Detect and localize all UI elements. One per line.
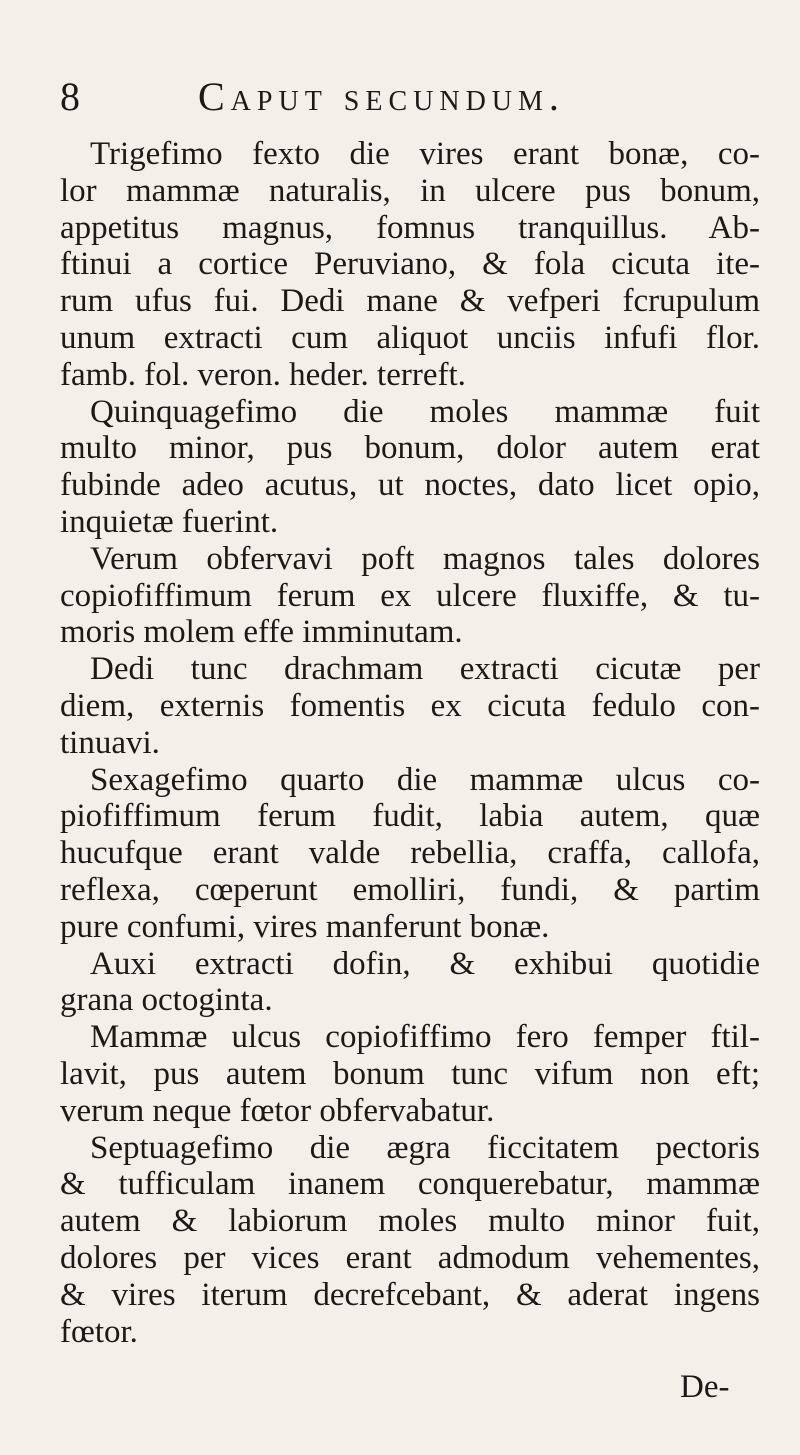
text-line: verum neque fœtor obfervabatur.	[60, 1092, 495, 1129]
text-line: copiofiffimum ferum ex ulcere fluxiffe, & tu-	[60, 577, 760, 614]
running-head: Caput secundum.	[198, 74, 565, 119]
text-line: diem, externis fomentis ex cicuta fedulo con-	[60, 687, 760, 724]
text-line: tinuavi.	[60, 724, 160, 761]
text-line: fubinde adeo acutus, ut noctes, dato licet opio,	[60, 467, 760, 504]
text-line: pure confumi, vires manferunt bonæ.	[60, 908, 550, 945]
text-line: piofiffimum ferum fudit, labia autem, quæ	[60, 798, 760, 835]
text-line: Dedi tunc drachmam extracti cicutæ per	[90, 651, 760, 688]
text-line: lor mammæ naturalis, in ulcere pus bonum,	[60, 172, 760, 209]
text-line: lavit, pus autem bonum tunc vifum non eft;	[60, 1055, 760, 1092]
text-line: multo minor, pus bonum, dolor autem erat	[60, 430, 760, 467]
text-line: hucufque erant valde rebellia, craffa, callofa,	[60, 835, 760, 872]
text-line: moris molem effe imminutam.	[60, 614, 463, 651]
text-line: Septuagefimo die ægra ficcitatem pectoris	[90, 1129, 760, 1166]
text-line: autem & labiorum moles multo minor fuit,	[60, 1203, 760, 1240]
text-line: grana octoginta.	[60, 982, 273, 1019]
page-header	[60, 72, 760, 122]
text-line: Quinquagefimo die moles mammæ fuit	[90, 393, 760, 430]
text-line: famb. fol. veron. heder. terreft.	[60, 356, 466, 393]
text-line: & vires iterum decrefcebant, & aderat ingens	[60, 1276, 760, 1313]
text-line: inquietæ fuerint.	[60, 503, 279, 540]
body-text	[60, 136, 760, 1350]
text-line: appetitus magnus, fomnus tranquillus. Ab-	[60, 209, 760, 246]
text-line: fœtor.	[60, 1313, 138, 1350]
text-line: Mammæ ulcus copiofiffimo fero femper ftil-	[90, 1019, 760, 1056]
text-line: Auxi extracti dofin, & exhibui quotidie	[90, 945, 760, 982]
page-number: 8	[60, 74, 80, 119]
text-line: ftinui a cortice Peruviano, & fola cicuta ite-	[60, 246, 760, 283]
text-line: & tufficulam inanem conquerebatur, mammæ	[60, 1166, 760, 1203]
text-line: dolores per vices erant admodum vehementes,	[60, 1239, 760, 1276]
text-line: unum extracti cum aliquot unciis infufi flor.	[60, 319, 760, 356]
text-line: reflexa, cœperunt emolliri, fundi, & partim	[60, 871, 760, 908]
text-line: Trigefimo fexto die vires erant bonæ, co-	[90, 136, 760, 172]
text-line: Sexagefimo quarto die mammæ ulcus co-	[90, 761, 760, 798]
text-line: rum ufus fui. Dedi mane & vefperi fcrupulum	[60, 283, 760, 320]
catchword: De-	[680, 1369, 730, 1405]
text-line: Verum obfervavi poft magnos tales dolores	[90, 540, 760, 577]
